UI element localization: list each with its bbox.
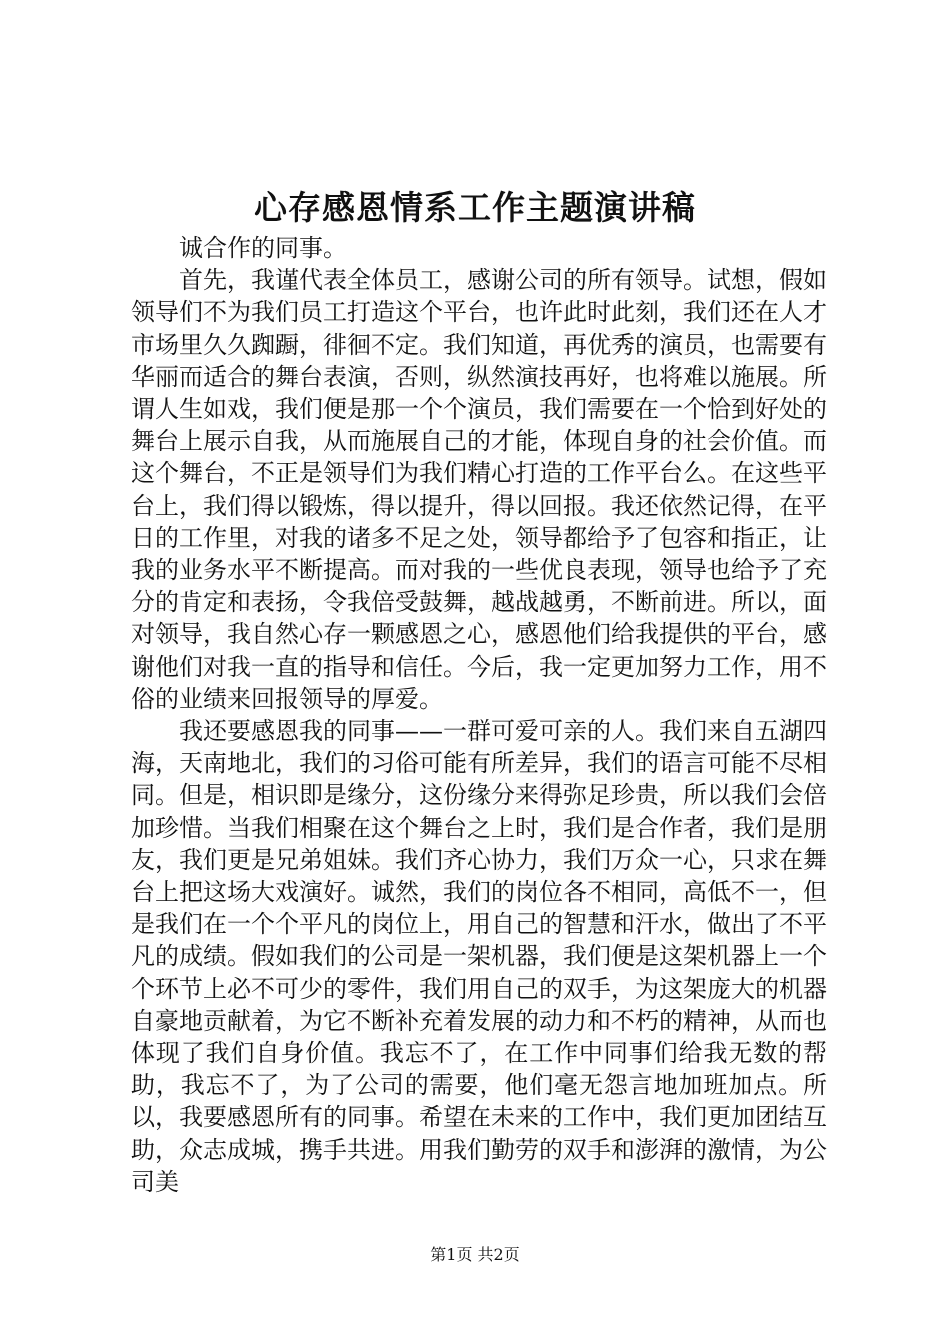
document-title: 心存感恩情系工作主题演讲稿 [254,188,696,227]
page-footer: 第1页 共2页 [430,1245,520,1264]
paragraph: 诚合作的同事。 [179,234,347,262]
paragraph: 首先，我谨代表全体员工，感谢公司的所有领导。试想，假如领导们不为我们员工打造这个平台，也许此时此刻，我们还在人才市场里久久踟蹰，徘徊不定。我们知道，再优秀的演员，也需要有华丽而适合的舞台表演，否则，纵然演技再好，也将难以施展。所谓人生如戏，我们便是那一个个演员，我们需要在一个恰到好处的舞台上展示自我，从而施展自己的才能，体现自身的社会价值。而这个舞台，不正是领导们为我们精心打造的工作平台么。在这些平台上，我们得以锻炼，得以提升，得以回报。我还依然记得，在平日的工作里，对我的诸多不足之处，领导都给予了包容和指正，让我的业务水平不断提高。而对我的一些优良表现，领导也给予了充分的肯定和表扬，令我倍受鼓舞，越战越勇，不断前进。所以，面对领导，我自然心存一颗感恩之心，感恩他们给我提供的平台，感谢他们对我一直的指导和信任。今后，我一定更加努力工作，用不俗的业绩来回报领导的厚爱。 [131,266,827,713]
paragraph: 我还要感恩我的同事——一群可爱可亲的人。我们来自五湖四海，天南地北，我们的习俗可能有所差异，我们的语言可能不尽相同。但是，相识即是缘分，这份缘分来得弥足珍贵，所以我们会倍加珍惜。当我们相聚在这个舞台之上时，我们是合作者，我们是朋友，我们更是兄弟姐妹。我们齐心协力，我们万众一心，只求在舞台上把这场大戏演好。诚然，我们的岗位各不相同，高低不一，但是我们在一个个平凡的岗位上，用自己的智慧和汗水，做出了不平凡的成绩。假如我们的公司是一架机器，我们便是这架机器上一个个环节上必不可少的零件，我们用自己的双手，为这架庞大的机器自豪地贡献着，为它不断补充着发展的动力和不朽的精神，从而也体现了我们自身价值。我忘不了，在工作中同事们给我无数的帮助，我忘不了，为了公司的需要，他们毫无怨言地加班加点。所以，我要感恩所有的同事。希望在未来的工作中，我们更加团结互助，众志成城，携手共进。用我们勤劳的双手和澎湃的激情，为公司美 [131,717,827,1196]
document-body [131,232,827,1198]
